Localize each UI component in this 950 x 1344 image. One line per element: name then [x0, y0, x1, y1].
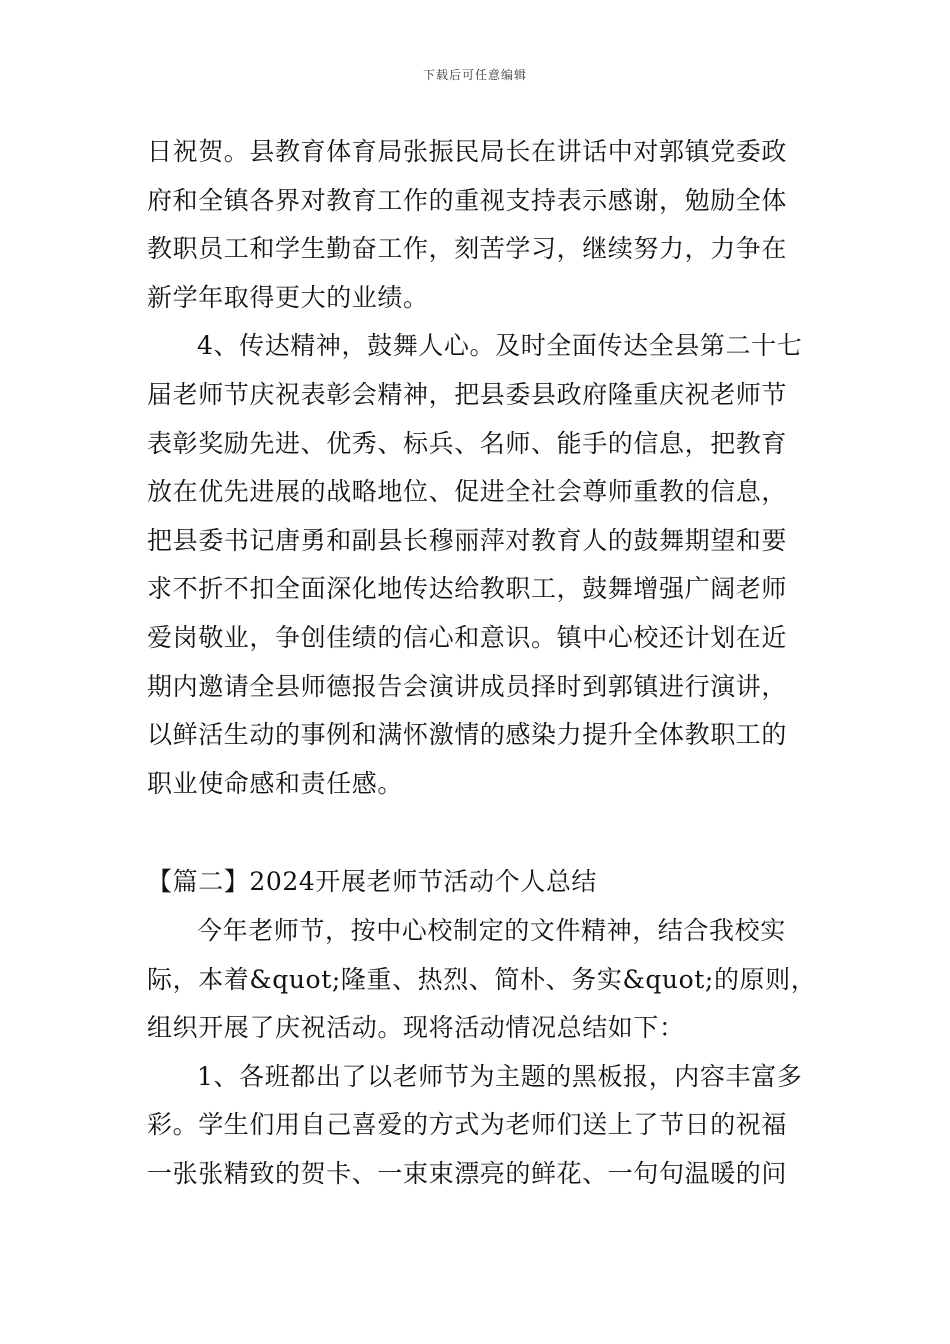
page-header: 下载后可任意编辑 — [422, 68, 527, 82]
paragraph-line: 新学年取得更大的业绩。 — [147, 282, 429, 312]
paragraph-line: 教职员工和学生勤奋工作，刻苦学习，继续努力，力争在 — [147, 234, 788, 264]
paragraph-line: 求不折不扣全面深化地传达给教职工，鼓舞增强广阔老师 — [147, 574, 788, 604]
paragraph-line: 以鲜活生动的事例和满怀激情的感染力提升全体教职工的 — [147, 720, 788, 750]
paragraph-line: 期内邀请全县师德报告会演讲成员择时到郭镇进行演讲， — [147, 671, 788, 701]
paragraph-line: 际，本着&quot;隆重、热烈、简朴、务实&quot;的原则， — [147, 964, 817, 994]
paragraph-line: 组织开展了庆祝活动。现将活动情况总结如下： — [147, 1013, 685, 1043]
paragraph-line: 日祝贺。县教育体育局张振民局长在讲话中对郭镇党委政 — [147, 137, 788, 166]
paragraph-line: 职业使命感和责任感。 — [147, 768, 404, 798]
paragraph-line: 表彰奖励先进、优秀、标兵、名师、能手的信息，把教育 — [147, 428, 788, 458]
paragraph-line: 把县委书记唐勇和副县长穆丽萍对教育人的鼓舞期望和要 — [147, 525, 788, 555]
paragraph-line: 届老师节庆祝表彰会精神，把县委县政府隆重庆祝老师节 — [147, 379, 788, 409]
paragraph-line: 府和全镇各界对教育工作的重视支持表示感谢，勉励全体 — [147, 185, 788, 215]
paragraph-line: 1、各班都出了以老师节为主题的黑板报，内容丰富多 — [197, 1061, 803, 1091]
paragraph-line: 一张张精致的贺卡、一束束漂亮的鲜花、一句句温暖的问 — [147, 1158, 788, 1188]
document-body — [147, 128, 817, 1198]
paragraph-line: 今年老师节，按中心校制定的文件精神，结合我校实 — [197, 915, 786, 945]
paragraph-line: 4、传达精神，鼓舞人心。及时全面传达全县第二十七 — [197, 331, 803, 361]
section-gap — [147, 808, 807, 858]
paragraph-line: 放在优先进展的战略地位、促进全社会尊师重教的信息， — [147, 477, 788, 507]
paragraph-line: 爱岗敬业，争创佳绩的信心和意识。镇中心校还计划在近 — [147, 622, 788, 652]
paragraph-line: 彩。学生们用自己喜爱的方式为老师们送上了节日的祝福 — [147, 1110, 788, 1140]
section-heading: 【篇二】2024开展老师节活动个人总结 — [147, 867, 598, 897]
